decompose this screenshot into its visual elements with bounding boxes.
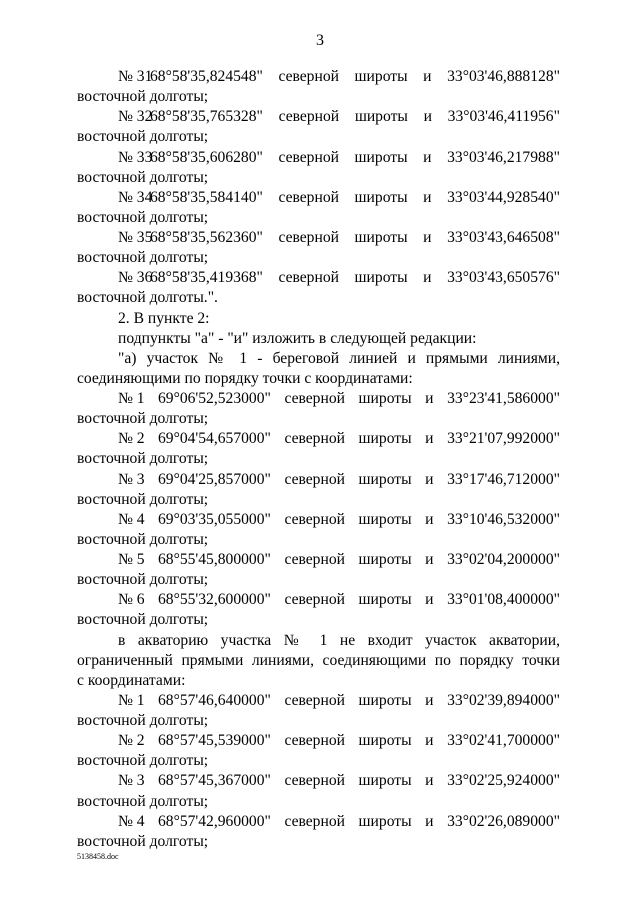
longitude-tail: восточной долготы; bbox=[77, 450, 209, 468]
north-word: северной bbox=[284, 591, 345, 609]
latitude: 68°58'35,419368" bbox=[150, 269, 263, 287]
longitude: 33°02'26,089000" bbox=[447, 812, 560, 830]
coordinate-row bbox=[77, 691, 560, 711]
point-group bbox=[118, 389, 271, 409]
latitude-word: широты bbox=[358, 430, 412, 448]
latitude: 69°03'35,055000" bbox=[158, 510, 271, 528]
longitude-tail: восточной долготы.". bbox=[77, 289, 218, 307]
longitude: 33°23'41,586000" bbox=[447, 390, 560, 407]
latitude-word: широты bbox=[354, 269, 408, 287]
latitude-word: широты bbox=[354, 188, 408, 206]
longitude-tail: восточной долготы; bbox=[77, 128, 209, 146]
latitude-word: широты bbox=[358, 551, 412, 568]
point-number: № 1 bbox=[118, 691, 145, 709]
longitude-tail: восточной долготы; bbox=[77, 168, 209, 186]
longitude-tail: восточной долготы; bbox=[77, 752, 209, 770]
coordinates-block-1 bbox=[77, 67, 560, 309]
latitude-word: широты bbox=[358, 470, 412, 488]
paragraph-a-line: "а) участок № 1 - береговой линией и прямыми линиями, bbox=[118, 349, 560, 367]
longitude-tail: восточной долготы; bbox=[77, 249, 209, 267]
longitude: 33°21'07,992000" bbox=[447, 430, 560, 448]
latitude: 68°57'46,640000" bbox=[158, 691, 271, 709]
point-number: № 3 bbox=[118, 470, 145, 488]
point-group bbox=[118, 470, 271, 490]
longitude: 33°03'43,650576" bbox=[447, 269, 560, 287]
and-word: и bbox=[425, 691, 434, 709]
point-number: № 32 bbox=[118, 108, 153, 126]
latitude-word: широты bbox=[358, 732, 412, 750]
coordinate-row bbox=[77, 470, 560, 490]
latitude: 68°58'35,584140" bbox=[150, 188, 263, 206]
file-name-footer: 5138458.doc bbox=[77, 852, 119, 861]
north-word: северной bbox=[278, 108, 340, 126]
latitude-word: широты bbox=[358, 591, 412, 609]
coordinates-block-2 bbox=[77, 389, 560, 631]
paragraph-exclusion-line: в акваторию участка № 1 не входит участок акватории, bbox=[118, 631, 560, 649]
coordinate-row bbox=[77, 550, 560, 570]
and-word: и bbox=[425, 812, 434, 830]
point-group bbox=[118, 429, 271, 449]
latitude: 68°58'35,824548" bbox=[150, 68, 263, 85]
and-word: и bbox=[425, 732, 434, 750]
point-number: № 34 bbox=[118, 188, 153, 206]
point-group bbox=[118, 188, 263, 208]
point-group bbox=[118, 148, 263, 168]
coordinate-row bbox=[77, 429, 560, 449]
point-number: № 2 bbox=[118, 732, 145, 750]
point-group bbox=[118, 67, 263, 87]
coordinate-row bbox=[77, 590, 560, 610]
latitude-word: широты bbox=[358, 390, 412, 407]
page-number: 3 bbox=[316, 32, 324, 49]
point-group bbox=[118, 590, 271, 610]
and-word: и bbox=[423, 188, 432, 206]
coordinate-row bbox=[77, 268, 560, 288]
point-group bbox=[118, 510, 271, 530]
point-number: № 6 bbox=[118, 591, 145, 609]
paragraph-a-line: соединяющими по порядку точки с координатами: bbox=[77, 369, 413, 387]
longitude: 33°17'46,712000" bbox=[447, 470, 560, 488]
and-word: и bbox=[423, 148, 432, 166]
coordinates-block-3 bbox=[77, 691, 560, 852]
and-word: и bbox=[425, 551, 434, 568]
longitude-tail: восточной долготы; bbox=[77, 712, 209, 729]
longitude-tail: восточной долготы; bbox=[77, 530, 209, 548]
latitude: 69°06'52,523000" bbox=[158, 390, 271, 407]
longitude: 33°02'04,200000" bbox=[447, 551, 560, 568]
north-word: северной bbox=[284, 772, 345, 790]
document-body bbox=[77, 67, 560, 852]
point-group bbox=[118, 550, 271, 570]
point-number: № 4 bbox=[118, 510, 145, 528]
paragraph-subpoints: подпункты "а" - "и" изложить в следующей редакции: bbox=[118, 329, 477, 347]
longitude: 33°03'46,411956" bbox=[447, 108, 560, 126]
coordinate-row bbox=[77, 188, 560, 208]
point-number: № 3 bbox=[118, 772, 145, 790]
coordinate-row bbox=[77, 731, 560, 751]
north-word: северной bbox=[284, 470, 345, 488]
latitude-word: широты bbox=[354, 108, 408, 126]
north-word: северной bbox=[278, 188, 339, 206]
point-group bbox=[118, 228, 263, 248]
latitude-word: широты bbox=[358, 772, 412, 790]
north-word: северной bbox=[278, 269, 339, 287]
point-number: № 2 bbox=[118, 430, 145, 448]
longitude: 33°02'39,894000" bbox=[447, 691, 560, 709]
longitude: 33°01'08,400000" bbox=[447, 591, 560, 609]
and-word: и bbox=[425, 430, 434, 448]
point-group bbox=[118, 771, 271, 791]
latitude: 68°58'35,606280" bbox=[150, 148, 263, 166]
latitude-word: широты bbox=[354, 68, 408, 85]
longitude: 33°03'46,217988" bbox=[447, 148, 560, 166]
coordinate-row bbox=[77, 510, 560, 530]
longitude-tail: восточной долготы; bbox=[77, 88, 209, 106]
and-word: и bbox=[425, 510, 434, 528]
latitude: 68°57'45,367000" bbox=[158, 772, 271, 790]
coordinate-row bbox=[77, 812, 560, 832]
coordinate-row bbox=[77, 148, 560, 168]
point-number: № 1 bbox=[118, 390, 145, 407]
north-word: северной bbox=[284, 390, 345, 407]
coordinate-row bbox=[77, 228, 560, 248]
point-number: № 33 bbox=[118, 148, 153, 166]
longitude: 33°02'41,700000" bbox=[447, 732, 560, 750]
point-number: № 5 bbox=[118, 551, 145, 568]
latitude: 69°04'25,857000" bbox=[158, 470, 271, 488]
point-number: № 4 bbox=[118, 812, 145, 830]
and-word: и bbox=[425, 390, 434, 407]
north-word: северной bbox=[284, 430, 345, 448]
point-number: № 36 bbox=[118, 269, 153, 287]
point-group bbox=[118, 812, 271, 832]
north-word: северной bbox=[278, 229, 339, 246]
and-word: и bbox=[423, 108, 432, 126]
north-word: северной bbox=[278, 68, 339, 85]
longitude-tail: восточной долготы; bbox=[77, 410, 209, 428]
paragraph-exclusion-line: с координатами: bbox=[77, 671, 186, 689]
latitude: 68°55'32,600000" bbox=[158, 591, 271, 609]
paragraph-item-2: 2. В пункте 2: bbox=[118, 309, 210, 327]
longitude-tail: восточной долготы; bbox=[77, 792, 209, 810]
longitude-tail: восточной долготы; bbox=[77, 490, 209, 508]
coordinate-row bbox=[77, 389, 560, 409]
paragraph-exclusion-line: ограниченный прямыми линиями, соединяющими по порядку точки bbox=[77, 651, 560, 669]
point-group bbox=[118, 691, 271, 711]
point-group bbox=[118, 107, 263, 127]
latitude-word: широты bbox=[354, 148, 408, 166]
coordinate-row bbox=[77, 771, 560, 791]
longitude: 33°10'46,532000" bbox=[447, 510, 560, 528]
latitude: 68°55'45,800000" bbox=[158, 551, 271, 568]
north-word: северной bbox=[284, 551, 345, 568]
longitude-tail: восточной долготы; bbox=[77, 208, 209, 226]
north-word: северной bbox=[284, 812, 345, 830]
longitude-tail: восточной долготы; bbox=[77, 611, 209, 629]
and-word: и bbox=[425, 591, 434, 609]
point-number: № 35 bbox=[118, 229, 153, 246]
latitude-word: широты bbox=[358, 691, 412, 709]
north-word: северной bbox=[284, 510, 345, 528]
point-number: № 31 bbox=[118, 68, 153, 85]
and-word: и bbox=[423, 68, 432, 85]
longitude: 33°03'44,928540" bbox=[447, 188, 560, 206]
north-word: северной bbox=[284, 732, 345, 750]
and-word: и bbox=[425, 470, 434, 488]
coordinate-row bbox=[77, 67, 560, 87]
and-word: и bbox=[423, 269, 432, 287]
latitude: 68°57'42,960000" bbox=[158, 812, 271, 830]
latitude: 68°57'45,539000" bbox=[158, 732, 271, 750]
coordinate-row bbox=[77, 107, 560, 127]
latitude-word: широты bbox=[358, 510, 412, 528]
north-word: северной bbox=[278, 148, 339, 166]
point-group bbox=[118, 268, 263, 288]
longitude-tail: восточной долготы; bbox=[77, 832, 209, 850]
longitude: 33°03'43,646508" bbox=[447, 229, 560, 246]
latitude: 69°04'54,657000" bbox=[158, 430, 271, 448]
longitude-tail: восточной долготы; bbox=[77, 571, 209, 589]
latitude: 68°58'35,562360" bbox=[150, 229, 263, 246]
longitude: 33°02'25,924000" bbox=[447, 772, 560, 790]
latitude-word: широты bbox=[358, 812, 412, 830]
latitude: 68°58'35,765328" bbox=[150, 108, 263, 126]
latitude-word: широты bbox=[354, 229, 408, 246]
and-word: и bbox=[425, 772, 434, 790]
longitude: 33°03'46,888128" bbox=[447, 68, 560, 85]
north-word: северной bbox=[284, 691, 345, 709]
point-group bbox=[118, 731, 271, 751]
and-word: и bbox=[423, 229, 432, 246]
